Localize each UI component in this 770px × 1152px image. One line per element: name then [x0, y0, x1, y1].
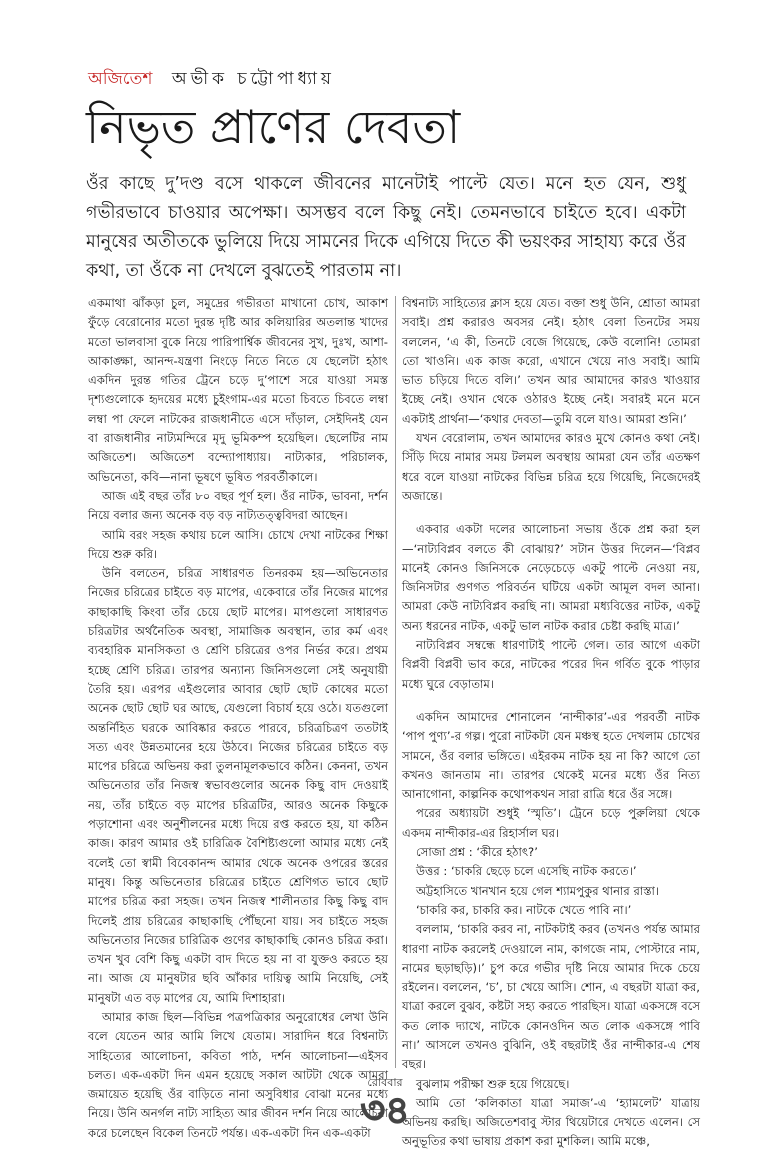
column-divider [395, 296, 396, 1068]
magazine-name: রোববার [367, 1076, 403, 1089]
body-paragraph: অট্টহাসিতে খানখান হয়ে গেল শ্যামপুকুর থানার রাস্তা। [416, 883, 660, 898]
body-paragraph: আমি তো ‘কলিকাতা যাত্রা সমাজ’-এ ‘হ্যামলেট’ যাত্রায় অভিনয় করছি। অজিতেশবাবু স্টার থিয়েটারে দেখতে এলেন। সে অনুভূতির কথা ভাষায় প্রকাশ করা মুশকিল। আমি মঞ্চে, [402, 1095, 700, 1149]
body-paragraph: পরের অধ্যায়টা শুধুই ‘স্মৃতি’। ট্রেনে চড়ে পুরুলিয়া থেকে একদম নান্দীকার-এর রিহার্সাল ঘর। [402, 806, 700, 840]
body-paragraph: নাট্যবিপ্লব সম্বন্ধে ধারণাটাই পাল্টে গেল। তার আগে একটা বিপ্লবী বিপ্লবী ভাব করে, নাটকের পরের দিন গর্বিত বুকে পাড়ার মধ্যে ঘুরে বেড়াতাম। [402, 638, 700, 691]
article-deck: ওঁর কাছে দু’দণ্ড বসে থাকলে জীবনের মানেটাই পাল্টে যেত। মনে হত যেন, শুধু গভীরভাবে চাওয়ার অপেক্ষা। অসম্ভব বলে কিছু নেই। তেমনভাবে চাইতে হবে। একটা মানুষের অতীতকে ভুলিয়ে দিয়ে সামনের দিকে এগিয়ে দিতে কী ভয়ংকর সাহায্য করে ওঁর কথা, তা ওঁকে না দেখলে বুঝতেই পারতাম না। [86, 174, 686, 281]
byline-subject: অজিতেশ [88, 69, 153, 89]
body-paragraph: উত্তর : ‘চাকরি ছেড়ে চলে এসেছি নাটক করতে।’ [416, 864, 637, 879]
body-paragraph: একমাথা ঝাঁকড়া চুল, সমুদ্রের গভীরতা মাখানো চোখ, আকাশ ফুঁড়ে বেরোনোর মতো দুরন্ত দৃষ্টি আর কলিয়ারির অতলান্ত খাদের মতো ভালবাসা বুকে নিয়ে পারিপার্শ্বিক জীবনের সুখ, দুঃখ, আশা-আকাঙ্ক্ষা, আনন্দ-যন্ত্রণা নিংড়ে নিতে নিতে যে ছেলেটা হঠাৎ একদিন দুরন্ত গতির ট্রেনে চড়ে দু’পাশে সরে যাওয়া সমস্ত দৃশ্যগুলোকে হৃদয়ের মধ্যে চুইংগাম-এর মতো চিবতে চিবতে লম্বা লম্বা পা ফেলে নাটকের রাজধানীতে এসে দাঁড়াল, সেইদিনই যেন বা রাজধানীর নাট্যমন্দিরে মৃদু ভূমিকম্প হয়েছিল। ছেলেটির নাম অজিতেশ। অজিতেশ বন্দ্যোপাধ্যায়। নাট্যকার, পরিচালক, অভিনেতা, কবি—নানা ভূষণে ভূষিত পরবর্তীকালে। [88, 296, 388, 484]
body-paragraph: যখন বেরোলাম, তখন আমাদের কারও মুখে কোনও কথা নেই। সিঁড়ি দিয়ে নামার সময় টলমল অবস্থায় আমরা যেন তাঁর এতক্ষণ ধরে বলে যাওয়া নাটকের বিভিন্ন চরিত্র হয়ে গিয়েছি, নিজেদেরই অজান্তে। [402, 431, 700, 503]
body-paragraph: ‘চাকরি কর, চাকরি কর। নাটকে খেতে পাবি না।’ [416, 902, 632, 917]
page-number: ৩৪ [360, 1088, 410, 1132]
body-paragraph: একবার একটা দলের আলোচনা সভায় ওঁকে প্রশ্ন করা হল—‘নাট্যবিপ্লব বলতে কী বোঝায়?’ সটান উত্তর দিলেন—‘বিপ্লব মানেই কোনও জিনিসকে নেড়েচেড়ে একটু পাল্টে নেওয়া নয়, জিনিসটার গুণগত পরিবর্তন ঘটিয়ে একটা আমূল বদল আনা। আমরা কেউ নাট্যবিপ্লব করছি না। আমরা মধ্যবিত্তের নাটক, একটু অন্য ধরনের নাটক, একটু ভাল নাটক করার চেষ্টা করছি মাত্র।’ [402, 522, 700, 633]
body-paragraph: বিশ্বনাট্য সাহিত্যের ক্লাস হয়ে যেত। বক্তা শুধু উনি, শ্রোতা আমরা সবাই। প্রশ্ন করারও অবসর নেই। হঠাৎ বেলা তিনটের সময় বললেন, ‘এ কী, তিনটে বেজে গিয়েছে, কেউ বলোনি! তোমরা তো খাওনি। এক কাজ করো, এখানে খেয়ে নাও সবাই। আমি ভাত চড়িয়ে দিতে বলি।’ তখন আর আমাদের কারও খাওয়ার ইচ্ছে নেই। ওখান থেকে ওঠারও ইচ্ছে নেই। সবারই মনে মনে একটাই প্রার্থনা—‘কথার দেবতা—তুমি বলে যাও। আমরা শুনি।’ [402, 296, 700, 426]
body-paragraph: আমি বরং সহজ কথায় চলে আসি। চোখে দেখা নাটকের শিক্ষা দিয়ে শুরু করি। [88, 527, 388, 561]
article-column-right [402, 294, 700, 1149]
byline-author: অভীক চট্টোপাধ্যায় [171, 69, 335, 89]
byline [88, 66, 335, 94]
body-paragraph: সোজা প্রশ্ন : ‘কীরে হঠাৎ?’ [416, 845, 538, 860]
body-paragraph: আমার কাজ ছিল—বিভিন্ন পত্রপত্রিকার অনুরোধের লেখা উনি বলে যেতেন আর আমি লিখে যেতাম। সারাদিন ধরে বিশ্বনাট্য সাহিত্যের আলোচনা, কবিতা পাঠ, দর্শন আলোচনা—এইসব চলত। এক-একটা দিন এমন হয়েছে সকাল আটটা থেকে আমরা জমায়েত হয়েছি ওঁর বাড়িতে নানা অসুবিধার বোঝা মনের মধ্যে নিয়ে। উনি অনর্গল নাট্য সাহিত্য আর জীবন দর্শন নিয়ে আলোচনা করে চলেছেন বিকেল তিনটে পর্যন্ত। এক-একটা দিন এক-একটা [88, 1009, 388, 1140]
body-paragraph: উনি বলতেন, চরিত্র সাধারণত তিনরকম হয়—অভিনেতার নিজের চরিত্রের চাইতে বড় মাপের, একেবারে তাঁর নিজের মাপের কাছাকাছি কিংবা তাঁর চেয়ে ছোট মাপের। মাপগুলো সাধারণত চরিত্রটার অর্থনৈতিক অবস্থা, সামাজিক অবস্থান, তার কর্ম এবং ব্যবহারিক মানসিকতা ও শ্রেণি চরিত্রের ওপর নির্ভর করে। প্রথম হচ্ছে শ্রেণি চরিত্র। তারপর অন্যান্য জিনিসগুলো সেই অনুযায়ী তৈরি হয়। এরপর এইগুলোর আবার ছোট ছোট কোষের মতো অনেক ছোট ছোট ঘর আছে, যেগুলো বিচার্য হয়ে ওঠে। যতগুলো অন্তর্নিহিত ঘরকে আবিষ্কার করতে পারবে, চরিত্রচিত্রণ ততটাই সত্য এবং উন্নতমানের হয়ে উঠবে। নিজের চরিত্রের চাইতে বড় মাপের চরিত্রে অভিনয় করা তুলনামূলকভাবে কঠিন। কেননা, তখন অভিনেতার তাঁর নিজস্ব স্বভাবগুলোর অনেক কিছু বাদ দেওয়াই নয়, তাঁর চাইতে বড় মাপের চরিত্রটির, আরও অনেক কিছুকে পড়াশোনা এবং অনুশীলনের মধ্যে দিয়ে রপ্ত করতে হয়, যা কঠিন কাজ। কারণ আমার ওই চারিত্রিক বৈশিষ্ট্যগুলো আমার মধ্যে নেই বলেই তো স্বামী বিবেকানন্দ আমার থেকে অনেক ওপরের স্তরের মানুষ। কিন্তু অভিনেতার চরিত্রের চাইতে শ্রেণিগত ভাবে ছোট মাপের চরিত্র করা সহজ। তখন নিজস্ব শালীনতার কিছু কিছু বাদ দিলেই প্রায় চরিত্রের কাছাকাছি পৌঁছনো যায়। সব চাইতে সহজ অভিনেতার নিজের চারিত্রিক গুণের কাছাকাছি কোনও চরিত্র করা। তখন খুব বেশি কিছু একটা বাদ দিতে হয় না বা যুক্তও করতে হয় না। আজ যে মানুষটার ছবি আঁকার দায়িত্ব আমি নিয়েছি, সেই মানুষটা এত বড় মাপের যে, আমি দিশাহারা। [88, 566, 388, 1005]
body-paragraph: আজ এই বছর তাঁর ৮০ বছর পূর্ণ হল। ওঁর নাটক, ভাবনা, দর্শন নিয়ে বলার জন্য অনেক বড় বড় নাট্যতত্ত্ববিদরা আছেন। [88, 488, 388, 523]
body-paragraph: বললাম, ‘চাকরি করব না, নাটকটাই করব (তখনও পর্যন্ত আমার ধারণা নাটক করলেই দেওয়ালে নাম, কাগজে নাম, পোস্টারে নাম, নামের ছড়াছড়ি)।’ চুপ করে গভীর দৃষ্টি নিয়ে আমার দিকে চেয়ে রইলেন। বললেন, ‘চ’, চা খেয়ে আসি। শোন, এ বছরটা যাত্রা কর, যাত্রা করলে বুঝব, কষ্টটা সহ্য করতে পারছিস। যাত্রা একসঙ্গে বসে কত লোক দ্যাখে, নাটকে কোনওদিন অত লোক একসঙ্গে পাবি না।’ আসলে তখনও বুঝিনি, ওই বছরটাই ওঁর নান্দীকার-এ শেষ বছর। [402, 922, 700, 1072]
article-title: নিভৃত প্রাণের দেবতা [86, 100, 461, 154]
body-paragraph: বুঝলাম পরীক্ষা শুরু হয়ে গিয়েছে। [416, 1076, 570, 1091]
body-paragraph: একদিন আমাদের শোনালেন ‘নান্দীকার’-এর পরবর্তী নাটক ‘পাপ পুণ্য’-র গল্প। পুরো নাটকটা যেন মঞ্চস্থ হতে দেখলাম চোখের সামনে, ওঁর বলার ভঙ্গিতে। এইরকম নাটক হয় না কি? আগে তো কখনও জানতাম না। তারপর থেকেই মনের মধ্যে ওঁর নিত্য আনাগোনা, কাল্পনিক কথোপকথন সারা রাত্রি ধরে ওঁর সঙ্গে। [402, 709, 700, 802]
page-folio [320, 1076, 450, 1130]
